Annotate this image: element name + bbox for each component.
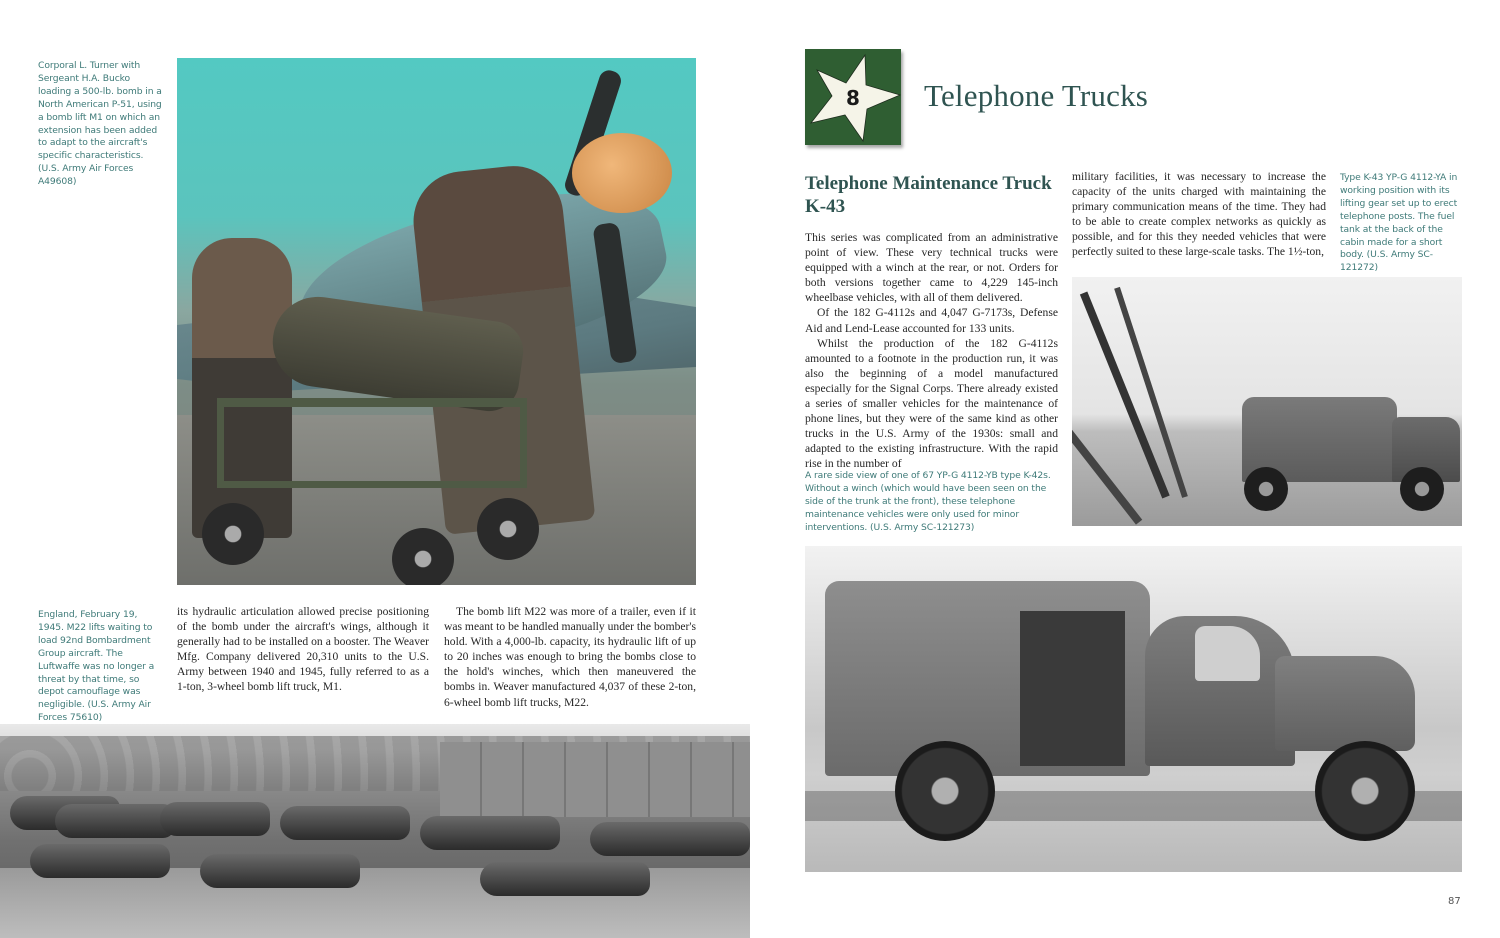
- body-paragraph: This series was complicated from an administrative point of view. These very technical trucks were equipped with a winch at the rear, or not. Orders for both versions together came to 4,229 145-inch wheelbase vehicles, with all of them delivered.: [805, 231, 1058, 305]
- photo-wheel: [1400, 467, 1444, 511]
- photo-truck-hood: [1275, 656, 1415, 751]
- body-column-right-2: [1072, 169, 1326, 260]
- photo-pole: [1072, 409, 1142, 524]
- photo-wheel: [895, 741, 995, 841]
- section-heading: Telephone Maintenance Truck K-43: [805, 173, 1052, 217]
- photo-open-door: [1020, 611, 1125, 766]
- photo-bomb: [280, 806, 410, 840]
- caption-bombs-photo: England, February 19, 1945. M22 lifts waiting to load 92nd Bombardment Group aircraft. The Luftwaffe was no longer a threat by that time, so depot camouflage was negligible. (U.S. Army Air Forces 75610): [38, 609, 155, 724]
- photo-wheel: [392, 528, 454, 585]
- page-number: 87: [1448, 896, 1461, 907]
- body-paragraph: The bomb lift M22 was more of a trailer, even if it was meant to be handled manually under the bomber's hold. With a 4,000-lb. capacity, its hydraulic lift of up to 20 inches was enough to bring the bombs close to the hold's winches, which then maneuvered the bombs in. Weaver manufactured 4,037 of these 2-ton, 6-wheel bomb lift trucks, M22.: [444, 605, 696, 709]
- photo-wheel: [1315, 741, 1415, 841]
- body-paragraph: its hydraulic articulation allowed precise positioning of the bomb under the aircraft's wings, although it generally had to be installed on a booster. The Weaver Mfg. Company delivered 20,310 units to the U.S. Army between 1940 and 1945, fully referred to as a 1-ton, 3-wheel bomb lift truck, M1.: [177, 605, 429, 694]
- photo-k43-working-position: [1072, 277, 1462, 526]
- photo-wheel: [477, 498, 539, 560]
- body-paragraph: Whilst the production of the 182 G-4112s amounted to a footnote in the production run, it was also the beginning of a model manufactured especially for the Signal Corps. There already existed a series of smaller vehicles for the maintenance of phone lines, but they were of the same kind as other trucks in the U.S. Army of the 1930s: small and adapted to the existing infrastructure. With the rapid rise in the number of: [805, 336, 1058, 471]
- photo-bomb-lift: [217, 398, 527, 488]
- photo-wheel: [202, 503, 264, 565]
- photo-bomb: [590, 822, 750, 856]
- caption-k42-side: A rare side view of one of 67 YP-G 4112-YB type K-42s. Without a winch (which would have been seen on the side of the trunk at the front), these telephone maintenance vehicles were only used for minor interventions. (U.S. Army SC-121273): [805, 470, 1051, 533]
- photo-bomb: [200, 854, 360, 888]
- chapter-number: 8: [846, 86, 860, 110]
- caption-k43-working: Type K-43 YP-G 4112-YA in working position with its lifting gear set up to erect telephone posts. The fuel tank at the back of the cabin made for a short body. (U.S. Army SC-121272): [1340, 172, 1458, 274]
- photo-airman-left: [192, 238, 292, 538]
- body-column-left-2: [444, 604, 696, 710]
- chapter-title: Telephone Trucks: [924, 78, 1149, 113]
- photo-spinner: [572, 133, 672, 213]
- photo-bomb: [55, 804, 175, 838]
- photo-bomb: [420, 816, 560, 850]
- photo-cab-window: [1195, 626, 1260, 681]
- photo-p51-bomb-loading: [177, 58, 696, 585]
- photo-bomb: [480, 862, 650, 896]
- photo-m22-bomb-lifts: [0, 724, 750, 938]
- photo-wheel: [1244, 467, 1288, 511]
- photo-crates: [440, 742, 750, 817]
- photo-k42-side-view: [805, 546, 1462, 872]
- photo-bomb: [30, 844, 170, 878]
- body-paragraph: military facilities, it was necessary to increase the capacity of the units charged with maintaining the primary communication means of the time. They had to be able to create complex networks as quickly as possible, and for this they needed vehicles that were perfectly suited to these large-scale tasks. The 1½-ton,: [1072, 170, 1326, 259]
- chapter-badge: [805, 49, 901, 145]
- caption-p51-photo: Corporal L. Turner with Sergeant H.A. Bucko loading a 500-lb. bomb in a North American P-51, using a bomb lift M1 on which an extension has been added to adapt to the aircraft's specific characteristics. (U.S. Army Air Forces A49608): [38, 60, 162, 188]
- body-column-left-1: [177, 604, 429, 695]
- body-paragraph: Of the 182 G-4112s and 4,047 G-7173s, Defense Aid and Lend-Lease accounted for 133 units.: [805, 306, 1058, 335]
- photo-bomb: [160, 802, 270, 836]
- body-column-right-1: [805, 230, 1058, 472]
